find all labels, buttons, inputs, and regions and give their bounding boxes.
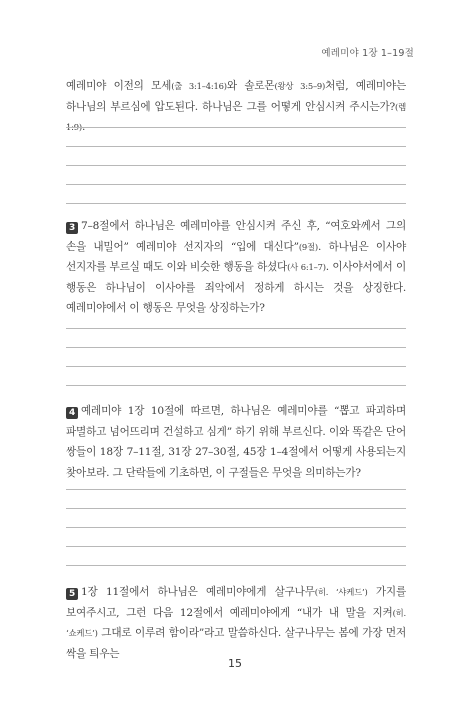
answer-line[interactable] [66, 348, 406, 367]
question-text: 가지를 보여주시고, 그런 다음 12절에서 예레미야에게 “내가 내 말을 지켜 [66, 586, 406, 619]
question-3 [66, 216, 406, 319]
scripture-ref: (출 3:1–4:16) [171, 81, 227, 91]
question-text: . 이사야서에서 이 행동은 하나님이 이사야를 죄악에서 정하게 하시는 것을 상징한다. 예레미야에서 이 행동은 무엇을 상징하는가? [66, 261, 406, 314]
intro-text: 와 솔로몬 [226, 80, 275, 92]
scripture-ref: (9절) [298, 241, 318, 252]
question-text: 1장 11절에서 하나님은 예레미야에게 살구나무 [81, 586, 315, 598]
answer-line[interactable] [66, 490, 406, 509]
question-number-badge: 5 [66, 588, 78, 600]
running-header: 예레미야 1장 1–19절 [321, 48, 414, 59]
answer-line[interactable] [66, 185, 406, 204]
answer-line[interactable] [66, 471, 406, 490]
intro-text: 예레미야 이전의 모세 [66, 80, 172, 92]
question-text: . 하나님은 이사야 선지자를 부르실 때도 이와 비슷한 행동을 하셨다 [66, 240, 406, 273]
answer-line[interactable] [66, 147, 406, 166]
scripture-ref: (왕상 3:5–9) [274, 81, 326, 91]
question-number-badge: 4 [66, 407, 78, 419]
answer-line[interactable] [66, 367, 406, 386]
answer-line[interactable] [66, 528, 406, 547]
question-5 [66, 582, 406, 664]
answer-line[interactable] [66, 509, 406, 528]
answer-lines[interactable] [66, 471, 406, 566]
scripture-ref: (렘 1:9) [66, 101, 406, 132]
answer-line[interactable] [66, 128, 406, 147]
question-text: 예레미야 1장 10절에 따르면, 하나님은 예레미야를 “뽑고 파괴하며 파멸하고 넘어뜨리며 건설하고 심게” 하기 위해 부르신다. 이와 똑같은 단어 쌍들이 18장 7–11절, 31장 27–30절, 45장 1–4절에서 어떻게 사용되는지 찾아보라. 그 단락들에 기초하면, 이 구절들은 무엇을 의미하는가? [66, 405, 406, 479]
scripture-ref: (히. ‘쇼케드’) [66, 607, 406, 638]
answer-line[interactable] [66, 329, 406, 348]
answer-lines[interactable] [66, 310, 406, 386]
answer-lines[interactable] [66, 109, 406, 204]
answer-line[interactable] [66, 310, 406, 329]
question-text: 7–8절에서 하나님은 예레미야를 안심시켜 주신 후, “여호와께서 그의 손을 내밀어” 예레미야 선지자의 “입에 대신다” [66, 220, 406, 253]
intro-text: 처럼, 예레미야는 하나님의 부르심에 압도된다. 하나님은 그를 어떻게 안심시켜 주시는가? [66, 80, 406, 113]
answer-line[interactable] [66, 547, 406, 566]
scripture-ref: (히. ‘샤케드’) [314, 587, 368, 597]
question-text: 그대로 이루려 함이라”라고 말씀하신다. 살구나무는 봄에 가장 먼저 싹을 틔우는 [66, 627, 406, 660]
answer-line[interactable] [66, 166, 406, 185]
question-number-badge: 3 [66, 222, 78, 234]
scripture-ref: (사 6:1–7) [287, 262, 326, 272]
intro-text: . [81, 121, 86, 133]
answer-line[interactable] [66, 109, 406, 128]
page-number: 15 [228, 657, 242, 670]
